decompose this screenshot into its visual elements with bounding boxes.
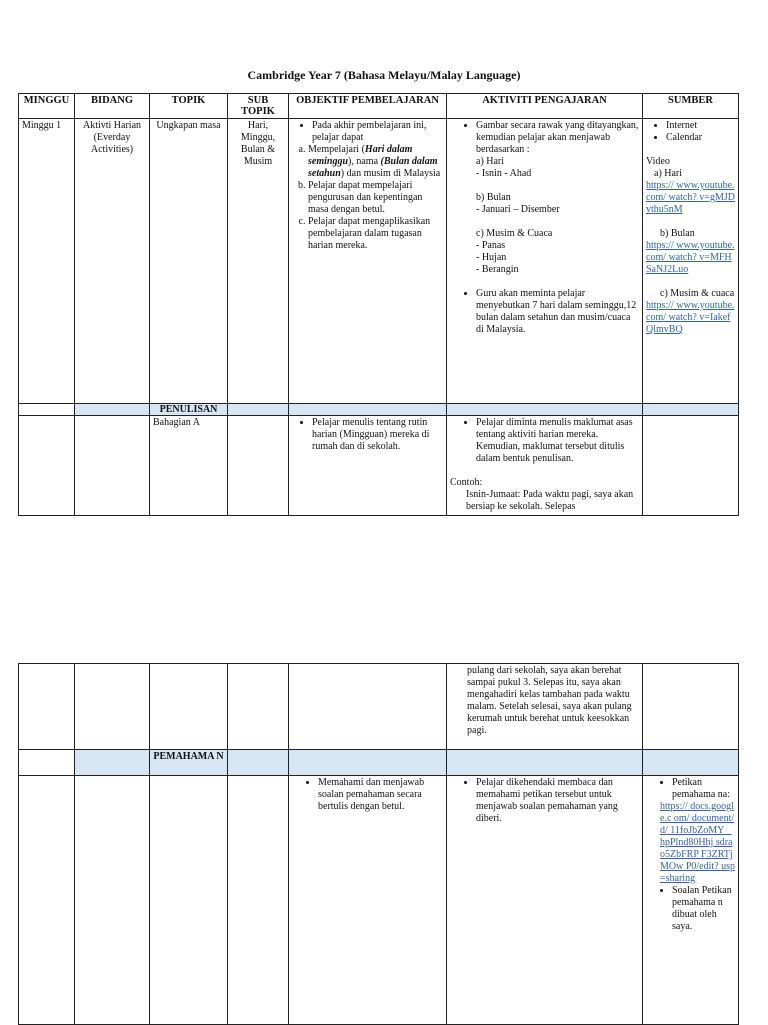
aktiviti-hari-range: - Isnin - Ahad (476, 168, 532, 179)
video-bulan-label: b) Bulan (660, 228, 695, 239)
pemahaman-petikan-link[interactable]: https:// docs.google.c om/ document/d/ 11foJbZoMY _hpPlnd80Hhj sdrao5ZbFRP F3ZRTjMOw P0/edit? usp=sharing (660, 801, 735, 884)
aktiviti-bulan: b) Bulan (476, 192, 511, 203)
minggu-cell: Minggu 1 (19, 119, 75, 404)
video-hari-link[interactable]: https:// www.youtube.com/ watch? v=gMJDvthu5nM (646, 180, 735, 215)
aktiviti-musim: c) Musim & Cuaca (476, 228, 553, 239)
aktiviti-cell (447, 119, 643, 404)
penulisan-aktiviti: • Pelajar diminta menulis maklumat asas tentang aktiviti harian mereka. Kemudian, maklumat tersebut ditulis dalam bentuk penulisan. (476, 417, 639, 465)
lesson-plan-table-page-1 (18, 93, 739, 516)
penulisan-contoh-label: Contoh: (450, 477, 483, 488)
pemahaman-row (19, 776, 739, 1025)
objektif-item-c: c. Pelajar dapat mengaplikasikan pembelajaran dalam tugasan harian mereka. (308, 216, 443, 252)
sumber-internet: • Internet (666, 120, 735, 132)
aktiviti-musim-berangin: - Berangin (476, 264, 519, 275)
header-sub-topik-line2: TOPIK (241, 106, 275, 117)
aktiviti-hari: a) Hari (476, 156, 505, 167)
aktiviti-musim-hujan: - Hujan (476, 252, 507, 263)
header-aktiviti: AKTIVITI PENGAJARAN (447, 94, 643, 119)
header-topik: TOPIK (150, 94, 228, 119)
pemahaman-objektif: • Memahami dan menjawab soalan pemahaman secara bertulis dengan betul. (318, 777, 443, 813)
pemahaman-sumber-petikan: • Petikan pemahama na: (672, 777, 735, 801)
week-1-row (19, 119, 739, 404)
header-bidang: BIDANG (75, 94, 150, 119)
pemahaman-sumber-cell (643, 776, 739, 1025)
document-title: Cambridge Year 7 (Bahasa Melayu/Malay Language) (247, 68, 521, 82)
objektif-cell (289, 119, 447, 404)
pemahaman-label: PEMAHAMA N (150, 750, 228, 776)
penulisan-objektif-cell (289, 416, 447, 516)
header-minggu: MINGGU (19, 94, 75, 119)
bidang-cell: Aktivti Harian (Everday Activities) (75, 119, 150, 404)
penulisan-continued-row (19, 664, 739, 750)
video-hari-label: a) Hari (654, 168, 683, 179)
pemahaman-sumber-soalan: • Soalan Petikan pemahama n dibuat oleh saya. (672, 885, 735, 933)
sumber-calendar: • Calendar (666, 132, 735, 144)
pemahaman-section-row (19, 750, 739, 776)
header-row (19, 94, 739, 119)
video-label: Video (646, 156, 670, 167)
lesson-plan-table-page-2 (18, 663, 739, 1025)
penulisan-contoh-continued: pulang dari sekolah, saya akan berehat sampai pukul 3. Selepas itu, saya akan mengahadiri kelas tambahan pada waktu malam. Setelah selesai, saya akan pulang kerumah untuk berehat untuk keesokkan pagi. (447, 664, 643, 750)
pemahaman-objektif-cell (289, 776, 447, 1025)
header-objektif: OBJEKTIF PEMBELAJARAN (289, 94, 447, 119)
topik-cell: Ungkapan masa (150, 119, 228, 404)
objektif-item-b: b. Pelajar dapat mempelajari pengurusan dan kepentingan masa dengan betul. (308, 180, 443, 216)
objektif-item-a: a. Mempelajari (Hari dalam seminggu), nama (Bulan dalam setahun) dan musim di Malaysia (308, 144, 443, 180)
penulisan-row (19, 416, 739, 516)
pemahaman-aktiviti: • Pelajar dikehendaki membaca dan memahami petikan tersebut untuk menjawab soalan pemahaman yang diberi. (476, 777, 639, 825)
header-sub-topik (228, 94, 289, 119)
aktiviti-musim-panas: - Panas (476, 240, 506, 251)
aktiviti-bullet-1: • Gambar secara rawak yang ditayangkan, kemudian pelajar akan menjawab berdasarkan : (476, 120, 639, 156)
aktiviti-bullet-2: • Guru akan meminta pelajar menyebutkan 7 hari dalam seminggu,12 bulan dalam setahun dan musim/cuaca di Malaysia. (476, 288, 639, 336)
aktiviti-bulan-range: - Januari – Disember (476, 204, 560, 215)
penulisan-section-row (19, 404, 739, 416)
sub-topik-cell: Hari, Minggu, Bulan & Musim (228, 119, 289, 404)
video-musim-label: c) Musim & cuaca (660, 288, 735, 299)
penulisan-label: PENULISAN (150, 404, 228, 416)
video-bulan-link[interactable]: https:// www.youtube.com/ watch? v=MFHSaNJ2Luo (646, 240, 735, 275)
penulisan-aktiviti-cell (447, 416, 643, 516)
pemahaman-aktiviti-cell (447, 776, 643, 1025)
sumber-cell (643, 119, 739, 404)
header-sub-topik-line1: SUB (247, 95, 269, 106)
penulisan-topik: Bahagian A (150, 416, 228, 516)
penulisan-contoh-text: Isnin-Jumaat: Pada waktu pagi, saya akan bersiap ke sekolah. Selepas (466, 489, 634, 512)
penulisan-objektif: • Pelajar menulis tentang rutin harian (Mingguan) mereka di rumah dan di sekolah. (312, 417, 443, 453)
objektif-bullet: • Pada akhir pembelajaran ini, pelajar dapat (312, 120, 443, 144)
header-sumber: SUMBER (643, 94, 739, 119)
video-musim-link[interactable]: https:// www.youtube.com/ watch? v=IakefQlmvBQ (646, 300, 735, 335)
